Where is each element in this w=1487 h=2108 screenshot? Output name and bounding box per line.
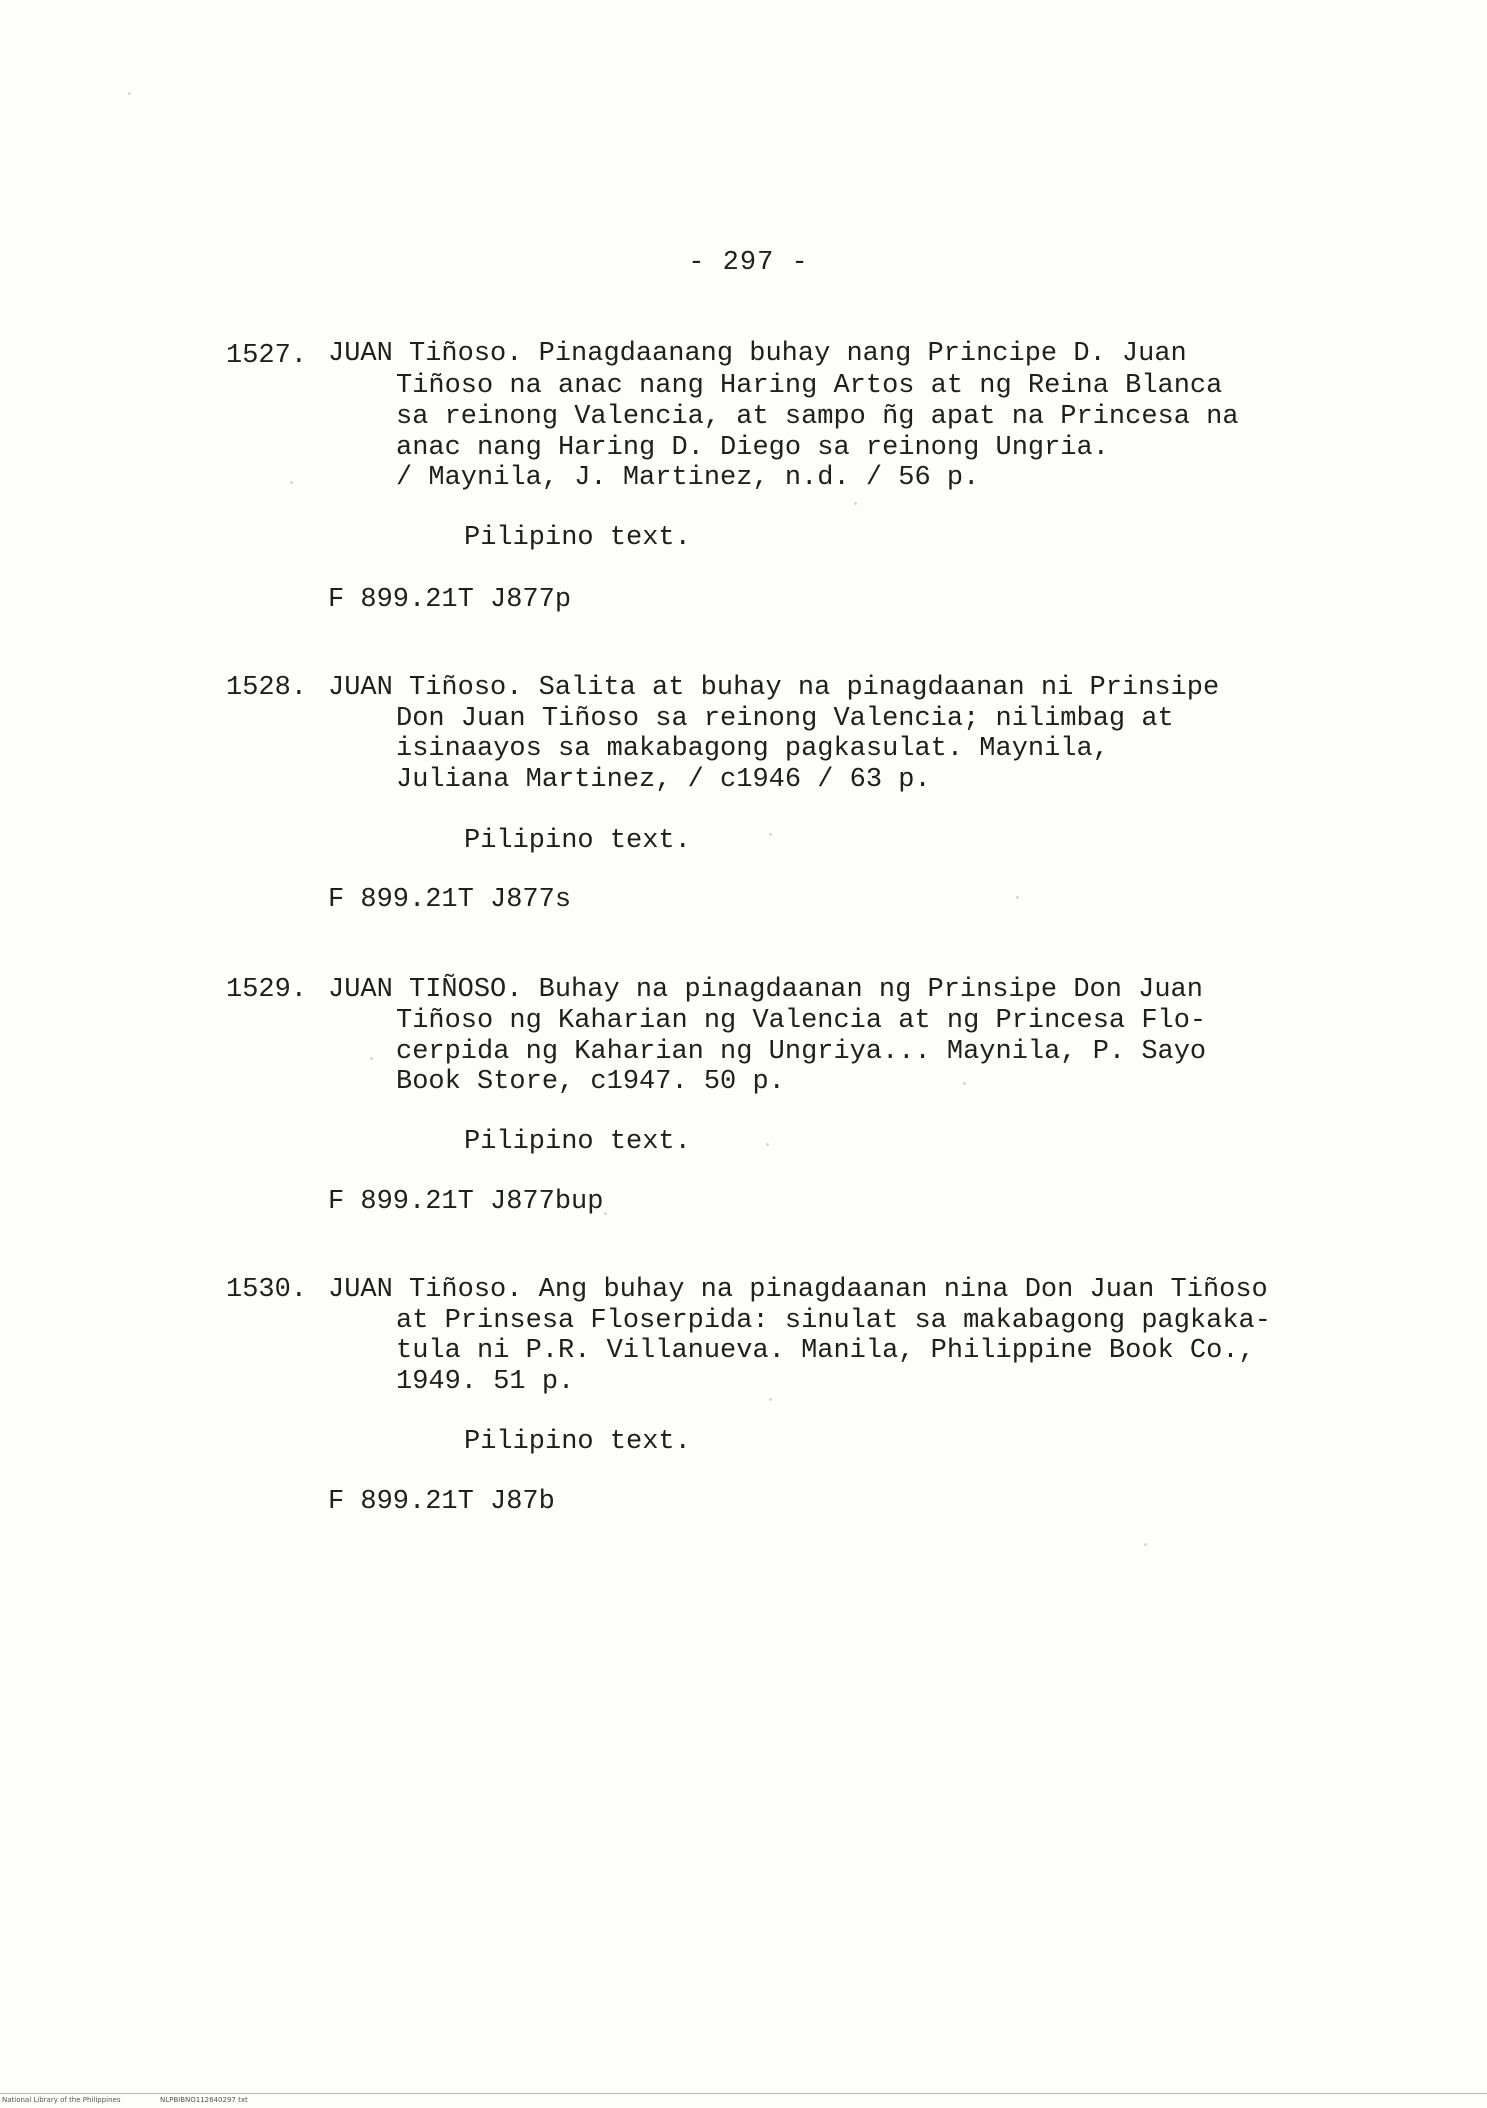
entry-line: Tiñoso ng Kaharian ng Valencia at ng Princesa Flo- <box>396 1006 1207 1036</box>
scan-speckle <box>290 481 293 484</box>
call-number: F 899.21T J877bup <box>328 1187 604 1217</box>
entry-line: Tiñoso na anac nang Haring Artos at ng Reina Blanca <box>396 371 1223 401</box>
entry-line: sa reinong Valencia, at sampo ñg apat na Princesa na <box>396 402 1239 432</box>
scan-speckle <box>1016 896 1019 899</box>
scan-speckle <box>854 502 857 505</box>
footer-source: National Library of the Philippines <box>2 2096 121 2104</box>
scan-speckle <box>769 833 772 836</box>
scan-speckle <box>963 1082 966 1085</box>
entry-line: at Prinsesa Floserpida: sinulat sa makabagong pagkaka- <box>396 1306 1271 1336</box>
entry-note: Pilipino text. <box>464 1427 691 1457</box>
call-number: F 899.21T J87b <box>328 1487 555 1517</box>
scan-speckle <box>766 1143 769 1146</box>
page-number: - 297 - <box>688 248 809 278</box>
entry-heading: JUAN Tiñoso. Salita at buhay na pinagdaanan ni Prinsipe <box>328 673 1220 703</box>
entry-line: Don Juan Tiñoso sa reinong Valencia; nilimbag at <box>396 704 1174 734</box>
entry-line: Book Store, c1947. 50 p. <box>396 1067 785 1097</box>
entry-heading: JUAN Tiñoso. Pinagdaanang buhay nang Principe D. Juan <box>328 339 1187 369</box>
entry-number: 1529. <box>226 975 308 1005</box>
scan-speckle <box>128 92 131 95</box>
scan-speckle <box>370 1057 373 1060</box>
entry-line: / Maynila, J. Martinez, n.d. / 56 p. <box>396 463 980 493</box>
entry-heading: JUAN TIÑOSO. Buhay na pinagdaanan ng Prinsipe Don Juan <box>328 975 1203 1005</box>
entry-number: 1528. <box>226 673 308 703</box>
entry-line: isinaayos sa makabagong pagkasulat. Maynila, <box>396 734 1109 764</box>
scan-speckle <box>604 1212 607 1215</box>
entry-note: Pilipino text. <box>464 1127 691 1157</box>
entry-line: Juliana Martinez, / c1946 / 63 p. <box>396 765 931 795</box>
call-number: F 899.21T J877p <box>328 585 572 615</box>
entry-note: Pilipino text. <box>464 826 691 856</box>
entry-number: 1530. <box>226 1275 308 1305</box>
scan-speckle <box>1144 1543 1147 1546</box>
entry-line: anac nang Haring D. Diego sa reinong Ungria. <box>396 433 1109 463</box>
entry-number: 1527. <box>226 341 308 371</box>
entry-heading: JUAN Tiñoso. Ang buhay na pinagdaanan nina Don Juan Tiñoso <box>328 1275 1268 1305</box>
footer-code: NLPBIBNO112640297 txt <box>160 2096 248 2104</box>
entry-line: tula ni P.R. Villanueva. Manila, Philippine Book Co., <box>396 1336 1255 1366</box>
entry-line: 1949. 51 p. <box>396 1367 575 1397</box>
call-number: F 899.21T J877s <box>328 885 572 915</box>
scan-speckle <box>769 1398 772 1401</box>
entry-line: cerpida ng Kaharian ng Ungriya... Maynila, P. Sayo <box>396 1037 1207 1067</box>
entry-note: Pilipino text. <box>464 523 691 553</box>
footer-divider <box>0 2093 1487 2094</box>
